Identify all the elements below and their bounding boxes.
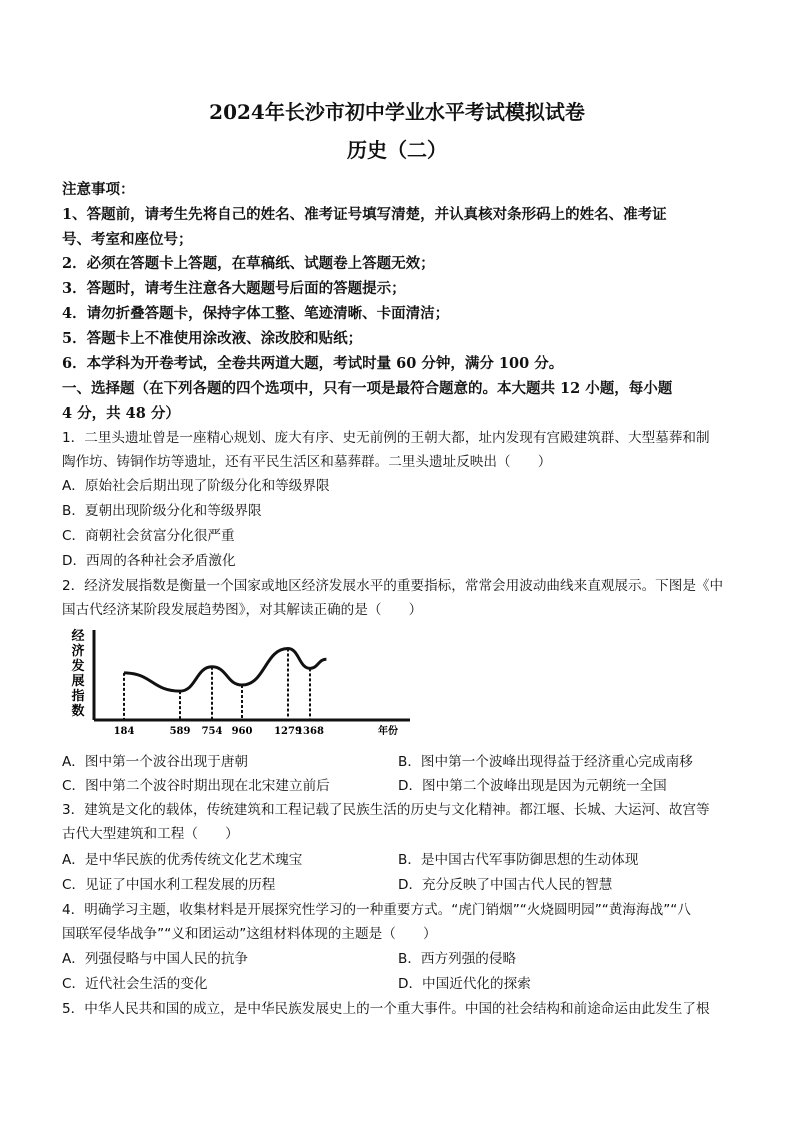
question-2-option-a: A．图中第一个波谷出现于唐朝: [62, 754, 249, 770]
chart-x-tick-label: 1368: [296, 726, 324, 737]
notes-item-4: 4．请勿折叠答题卡，保持字体工整、笔迹清晰、卡面清洁；: [62, 305, 450, 322]
question-4-option-a: A．列强侵略与中国人民的抗争: [62, 951, 249, 967]
question-1-option-d: D．西周的各种社会矛盾激化: [62, 553, 236, 569]
chart-x-tick-label: 754: [201, 726, 223, 737]
question-4-stem-cont: 国联军侵华战争”“义和团运动”这组材料体现的主题是（ ）: [62, 926, 437, 942]
question-2-stem: 2．经济发展指数是衡量一个国家或地区经济发展水平的重要指标，常常会用波动曲线来直观展示。下图是《中: [62, 578, 724, 594]
question-1-option-b: B．夏朝出现阶级分化和等级界限: [62, 503, 262, 519]
economy-trend-chart: [60, 624, 420, 742]
chart-y-label-char: 数: [71, 704, 85, 719]
question-2-option-c: C．图中第二个波谷时期出现在北宋建立前后: [62, 778, 330, 794]
chart-y-label-char: 指: [71, 689, 85, 704]
question-4-option-c: C．近代社会生活的变化: [62, 976, 208, 992]
chart-y-label-char: 展: [71, 674, 85, 689]
question-3-option-b: B．是中国古代军事防御思想的生动体现: [398, 852, 639, 868]
question-5-stem: 5．中华人民共和国的成立，是中华民族发展史上的一个重大事件。中国的社会结构和前途命运由此发生了根: [62, 1001, 710, 1017]
section-heading: 一、选择题（在下列各题的四个选项中，只有一项是最符合题意的。本大题共 12 小题，每小题: [62, 380, 673, 397]
question-1-stem: 1．二里头遗址曾是一座精心规划、庞大有序、史无前例的王朝大都，址内发现有宫殿建筑群、大型墓葬和制: [62, 430, 710, 446]
chart-x-tick-label: 960: [231, 726, 253, 737]
question-2-option-d: D．图中第二个波峰出现是因为元朝统一全国: [398, 778, 667, 794]
notes-item-1: 1、答题前，请考生先将自己的姓名、准考证号填写清楚，并认真核对条形码上的姓名、准考证: [62, 206, 667, 223]
chart-trend-curve: [124, 649, 326, 692]
chart-x-axis-label: 年份: [378, 726, 398, 737]
question-2-stem-cont: 国古代经济某阶段发展趋势图》，对其解读正确的是（ ）: [62, 602, 423, 618]
exam-title: 2024年长沙市初中学业水平考试模拟试卷: [209, 100, 585, 124]
notes-item-2: 2．必须在答题卡上答题，在草稿纸、试题卷上答题无效；: [62, 255, 435, 272]
notes-item-3: 3．答题时，请考生注意各大题题号后面的答题提示；: [62, 280, 406, 297]
question-1-option-c: C．商朝社会贫富分化很严重: [62, 528, 235, 544]
chart-y-label-char: 经: [71, 629, 85, 644]
section-heading-cont: 4 分，共 48 分）: [62, 405, 180, 422]
question-3-stem-cont: 古代大型建筑和工程（ ）: [62, 826, 239, 842]
notes-heading: 注意事项：: [62, 181, 135, 198]
question-1-option-a: A．原始社会后期出现了阶级分化和等级界限: [62, 478, 330, 494]
notes-item-1-cont: 号、考室和座位号；: [62, 231, 193, 248]
question-3-stem: 3．建筑是文化的载体，传统建筑和工程记载了民族生活的历史与文化精神。都江堰、长城、大运河、故宫等: [62, 802, 710, 818]
question-4-stem: 4．明确学习主题，收集材料是开展探究性学习的一种重要方式。“虎门销烟”“火烧圆明园”“黄海海战”“八: [62, 902, 691, 918]
question-3-option-c: C．见证了中国水利工程发展的历程: [62, 877, 276, 893]
exam-subject: 历史（二）: [347, 138, 447, 162]
chart-y-label-char: 发: [71, 659, 85, 674]
chart-y-axis-label: [70, 628, 84, 719]
chart-x-tick-label: 1279: [274, 726, 302, 737]
question-4-option-b: B．西方列强的侵略: [398, 951, 517, 967]
notes-item-6: 6．本学科为开卷考试，全卷共两道大题，考试时量 60 分钟，满分 100 分。: [62, 355, 564, 372]
question-4-option-d: D．中国近代化的探索: [398, 976, 531, 992]
question-2-option-b: B．图中第一个波峰出现得益于经济重心完成南移: [398, 754, 693, 770]
chart-x-tick-label: 184: [113, 726, 135, 737]
chart-y-label-char: 济: [71, 644, 85, 659]
question-1-stem-cont: 陶作坊、铸铜作坊等遗址，还有平民生活区和墓葬群。二里头遗址反映出（ ）: [62, 454, 552, 470]
question-3-option-a: A．是中华民族的优秀传统文化艺术瑰宝: [62, 852, 303, 868]
question-3-option-d: D．充分反映了中国古代人民的智慧: [398, 877, 613, 893]
chart-x-tick-label: 589: [169, 726, 191, 737]
notes-item-5: 5．答题卡上不准使用涂改液、涂改胶和贴纸；: [62, 330, 363, 347]
